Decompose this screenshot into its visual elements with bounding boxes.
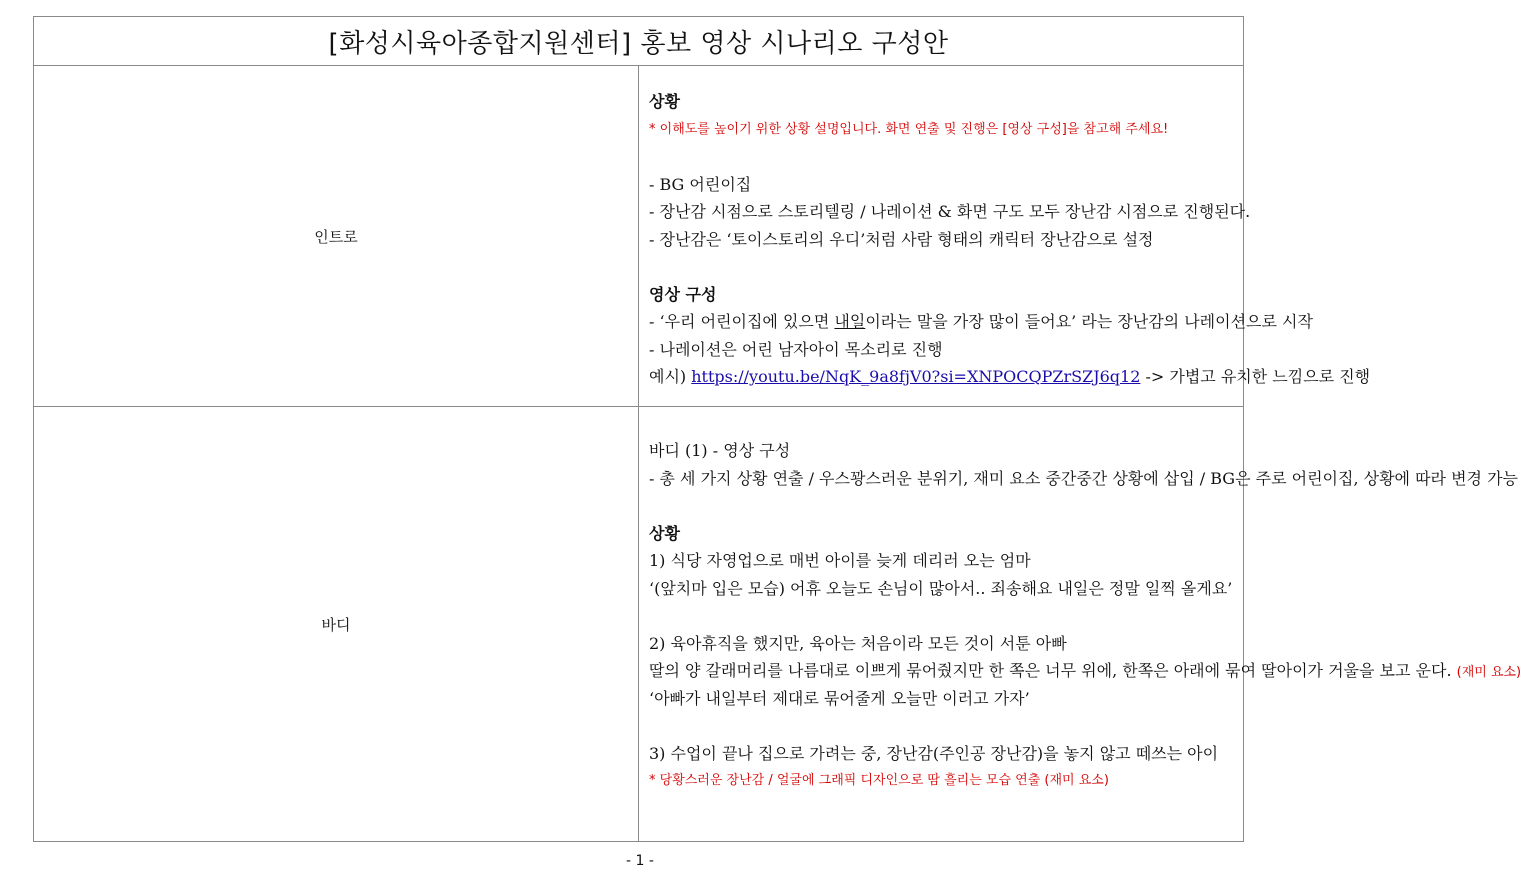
intro-situation-line: - 장난감은 ‘토이스토리의 우디’처럼 사람 형태의 캐릭터 장난감으로 설정 xyxy=(649,229,1154,249)
example-video-link[interactable]: https://youtu.be/NqK_9a8fjV0?si=XNPOCQPZrSZJ6q12 xyxy=(691,367,1141,386)
situation-3-note: * 당황스러운 장난감 / 얼굴에 그래픽 디자인으로 땀 흘리는 모습 연출 (재미 요소) xyxy=(649,773,1109,788)
intro-situation-heading: 상황 xyxy=(649,92,680,111)
body-composition-heading: 바디 (1) - 영상 구성 xyxy=(649,441,791,460)
body-row xyxy=(34,407,1244,842)
spacer xyxy=(649,712,1243,740)
situation-2-desc: 딸의 양 갈래머리를 나름대로 이쁘게 묶어줬지만 한 쪽은 너무 위에, 한쪽은 아래에 묶여 딸아이가 거울을 보고 운다. xyxy=(649,661,1457,680)
intro-composition-heading: 영상 구성 xyxy=(649,284,717,304)
intro-situation-line: - 장난감 시점으로 스토리텔링 / 나레이션 & 화면 구도 모두 장난감 시점으로 진행된다. xyxy=(649,202,1251,221)
intro-situation-line: - BG 어린이집 xyxy=(649,174,752,194)
situation-3-title: 3) 수업이 끝나 집으로 가려는 중, 장난감(주인공 장난감)을 놓지 않고 떼쓰는 아이 xyxy=(649,743,1219,763)
spacer xyxy=(649,492,1243,520)
intro-voice-line: - 나레이션은 어린 남자아이 목소리로 진행 xyxy=(649,339,943,359)
title-row xyxy=(34,17,1244,66)
situation-2-quote: ‘아빠가 내일부터 제대로 묶어줄게 오늘만 이러고 가자’ xyxy=(649,688,1030,708)
document-title: [화성시육아종합지원센터] 홍보 영상 시나리오 구성안 xyxy=(34,17,1244,66)
body-label: 바디 xyxy=(34,407,639,842)
example-suffix: -> 가볍고 유치한 느낌으로 진행 xyxy=(1140,367,1371,386)
intro-narration-line xyxy=(649,308,1313,336)
intro-content-cell xyxy=(639,66,1371,407)
intro-example-line xyxy=(649,363,1371,391)
body-situation-heading: 상황 xyxy=(649,523,680,543)
body-composition-line: - 총 세 가지 상황 연출 / 우스꽝스러운 분위기, 재미 요소 중간중간 상황에 삽입 / BG은 주로 어린이집, 상황에 따라 변경 가능 xyxy=(649,468,1518,488)
intro-situation-note: * 이해도를 높이기 위한 상황 설명입니다. 화면 연출 및 진행은 [영상 구성]을 참고해 주세요! xyxy=(649,121,1169,137)
scenario-table xyxy=(33,16,1521,842)
narration-text-post: 이라는 말을 가장 많이 들어요’ 라는 장난감의 나레이션으로 시작 xyxy=(865,312,1313,331)
intro-row xyxy=(34,66,1244,407)
spacer xyxy=(649,253,1243,281)
page-number: - 1 - xyxy=(626,853,654,869)
spacer xyxy=(649,602,1243,630)
situation-2-fun-note: (재미 요소) xyxy=(1456,665,1521,680)
situation-2-desc-line xyxy=(649,657,1521,685)
situation-1-title: 1) 식당 자영업으로 매번 아이를 늦게 데리러 오는 엄마 xyxy=(649,551,1031,570)
body-content xyxy=(639,407,1521,795)
narration-underlined-word: 내일 xyxy=(834,312,866,331)
intro-content xyxy=(639,66,1371,391)
example-prefix: 예시) xyxy=(649,367,692,386)
narration-text-pre: - ‘우리 어린이집에 있으면 xyxy=(649,312,835,331)
body-content-cell xyxy=(639,407,1521,842)
intro-label: 인트로 xyxy=(34,66,639,407)
situation-1-quote: ‘(앞치마 입은 모습) 어휴 오늘도 손님이 많아서.. 죄송해요 내일은 정말 일찍 올게요’ xyxy=(649,578,1233,598)
spacer xyxy=(649,143,1243,171)
situation-2-title: 2) 육아휴직을 했지만, 육아는 처음이라 모든 것이 서툰 아빠 xyxy=(649,633,1067,653)
